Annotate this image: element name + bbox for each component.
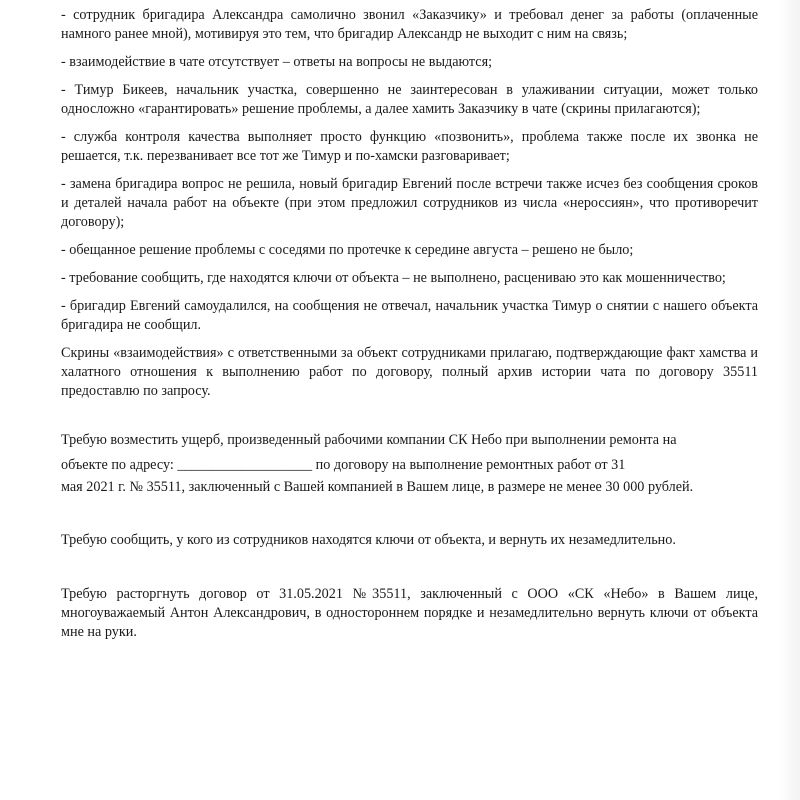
terminate-demand: Требую расторгнуть договор от 31.05.2021 №35511, заключенный с ООО «СК «Небо» в Вашем лице, многоуважаемый Антон Александрович, в одностороннем порядке и незамедлительно вернуть ключи от объекта мне на руки. [61,586,758,640]
bullet-item: - требование сообщить, где находятся ключи от объекта – не выполнено, расцениваю это как мошенничество; [61,270,726,286]
bullet-item: - взаимодействие в чате отсутствует – ответы на вопросы не выдаются; [61,54,493,70]
damages-demand-line: объекте по адресу: ___________________ по договору на выполнение ремонтных работ от 31 [61,457,626,473]
bullet-item: - сотрудник бригадира Александра самолично звонил «Заказчику» и требовал денег за работы (оплаченные намного ранее мной), мотивируя это тем, что бригадир Александр не выходит с ним на связь; [61,7,758,42]
bullet-item: - замена бригадира вопрос не решила, новый бригадир Евгений после встречи также исчез без сообщения сроков и деталей начала работ на объекте (при этом предложил сотрудников из числа «нероссиян», что противоречит договору); [61,176,758,230]
bullet-item: - Тимур Бикеев, начальник участка, совершенно не заинтересован в улаживании ситуации, может только односложно «гарантировать» решение проблемы, а далее хамить Заказчику в чате (скрины прилагаются); [61,82,758,117]
damages-demand-line: Требую возместить ущерб, произведенный рабочими компании СК Небо при выполнении ремонта на [61,432,677,448]
bullet-item: - обещанное решение проблемы с соседями по протечке к середине августа – решено не было; [61,242,634,258]
screenshots-note: Скрины «взаимодействия» с ответственными за объект сотрудниками прилагаю, подтверждающие факт хамства и халатного отношения к выполнению работ по договору, полный архив истории чата по договору 35511 предоставлю по запросу. [61,345,758,399]
document-page [61,6,758,651]
damages-demand-line: мая 2021 г. № 35511, заключенный с Вашей компанией в Вашем лице, в размере не менее 30 000 рублей. [61,479,694,495]
bullet-item: - служба контроля качества выполняет просто функцию «позвонить», проблема также после их звонка не решается, т.к. перезванивает все тот же Тимур и по-хамски разговаривает; [61,129,758,164]
bullet-item: - бригадир Евгений самоудалился, на сообщения не отвечал, начальник участка Тимур о снятии с нашего объекта бригадира не сообщил. [61,298,758,333]
page-edge-shadow [778,0,800,800]
keys-demand: Требую сообщить, у кого из сотрудников находятся ключи от объекта, и вернуть их незамедлительно. [61,532,676,548]
damages-demand [61,431,758,497]
